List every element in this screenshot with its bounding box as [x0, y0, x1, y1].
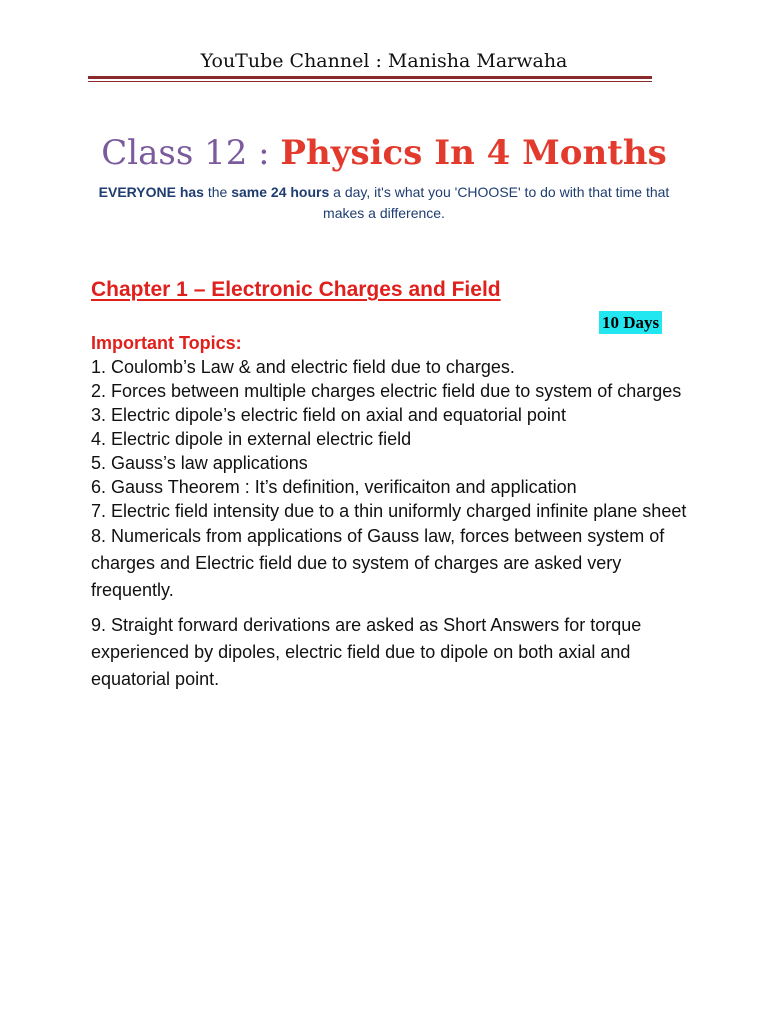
list-item: 6. Gauss Theorem : It’s definition, verificaiton and application	[91, 477, 577, 497]
motto-the: the	[203, 184, 232, 200]
list-item: 3. Electric dipole’s electric field on axial and equatorial point	[91, 405, 566, 425]
divider-thin-line	[88, 81, 652, 82]
channel-header: YouTube Channel : Manisha Marwaha	[200, 50, 568, 72]
duration-badge: 10 Days	[599, 311, 662, 334]
motto-everyone: EVERYONE has	[98, 184, 204, 200]
title-subject: Physics In 4 Months	[280, 133, 667, 173]
motto-rest: a day, it's what you 'CHOOSE' to do with that time that makes a difference.	[323, 184, 670, 221]
list-item: 9. Straight forward derivations are asked as Short Answers for torque experienced by dipoles, electric field due to dipole on both axial and equatorial point.	[91, 615, 642, 689]
list-item: 4. Electric dipole in external electric field	[91, 429, 412, 449]
header-divider	[88, 76, 652, 82]
list-item: 2. Forces between multiple charges electric field due to system of charges	[91, 381, 682, 401]
motto-hours: same 24 hours	[231, 184, 330, 200]
list-item: 8. Numericals from applications of Gauss law, forces between system of charges and Electric field due to system of charges are asked very frequently.	[91, 526, 665, 600]
page-title	[0, 133, 768, 173]
topics-heading: Important Topics:	[91, 333, 242, 353]
chapter-heading: Chapter 1 – Electronic Charges and Field	[91, 278, 501, 301]
list-item: 5. Gauss’s law applications	[91, 453, 308, 473]
list-item: 1. Coulomb’s Law & and electric field due to charges.	[91, 357, 515, 377]
topics-list	[91, 355, 691, 693]
list-item: 7. Electric field intensity due to a thin uniformly charged infinite plane sheet	[91, 501, 687, 521]
title-class: Class 12 :	[101, 133, 281, 173]
divider-thick-line	[88, 76, 652, 79]
motto-quote	[84, 182, 684, 224]
